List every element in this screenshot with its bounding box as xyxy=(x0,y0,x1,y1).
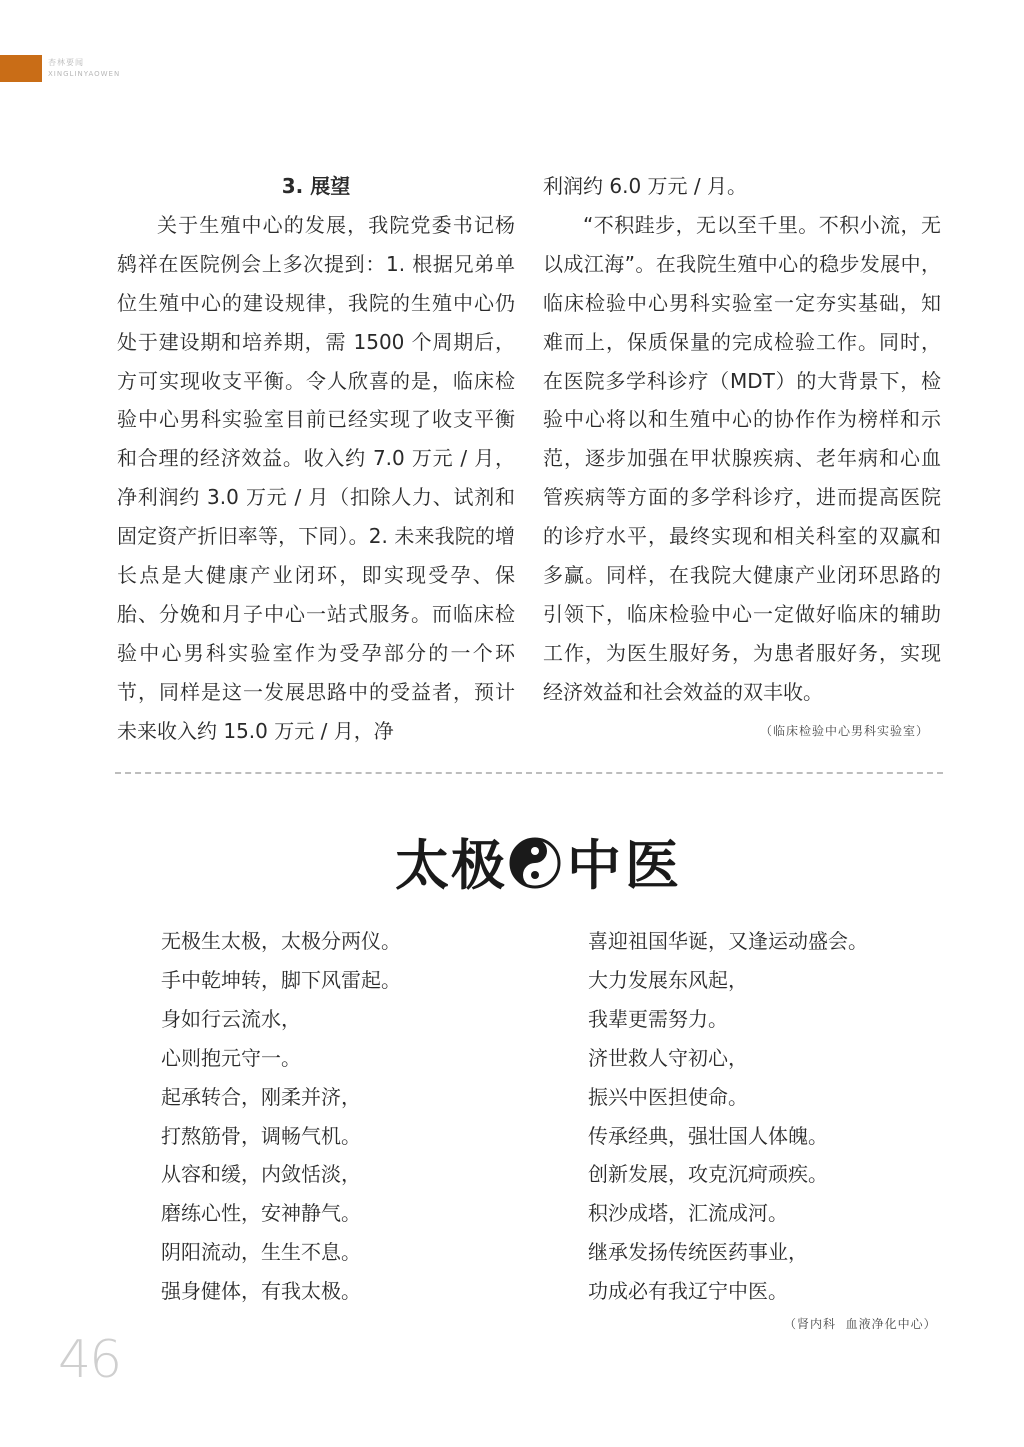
poem-line: 创新发展，攻克沉疴顽疾。 xyxy=(588,1162,828,1187)
poem-title-char-2: 极 xyxy=(451,833,505,897)
poem-title-char-1: 太 xyxy=(395,833,449,897)
page-number: 46 xyxy=(58,1330,121,1390)
poem-line: 积沙成塔，汇流成河。 xyxy=(588,1201,788,1226)
poem-line: 无极生太极，太极分两仪。 xyxy=(161,929,401,953)
poem-line: 功成必有我辽宁中医。 xyxy=(588,1279,788,1304)
section-divider xyxy=(115,772,943,774)
poem-line: 磨练心性，安神静气。 xyxy=(161,1201,361,1226)
section-name-en: XINGLINYAOWEN xyxy=(48,70,121,78)
poem-line: 打熬筋骨，调畅气机。 xyxy=(161,1123,361,1148)
poem-line: 继承发扬传统医药事业， xyxy=(588,1240,808,1265)
yin-yang-icon xyxy=(511,839,559,887)
poem-line: 喜迎祖国华诞，又逢运动盛会。 xyxy=(588,929,868,953)
article-credit: （临床检验中心男科实验室） xyxy=(760,724,930,738)
poem-line: 我辈更需努力。 xyxy=(588,1006,728,1031)
poem-left-column xyxy=(161,922,401,1311)
poem-right-column xyxy=(588,922,868,1311)
poem-line: 强身健体，有我太极。 xyxy=(161,1279,361,1304)
poem-line: 济世救人守初心， xyxy=(588,1045,748,1070)
poem-line: 振兴中医担使命。 xyxy=(588,1084,748,1109)
poem-title-graphic xyxy=(395,828,685,898)
section-tab xyxy=(0,55,42,82)
article-continuation: 利润约 6.0 万元 / 月。 xyxy=(543,174,747,198)
section-name-cn: 杏林要闻 xyxy=(48,58,84,67)
poem-line: 心则抱元守一。 xyxy=(161,1045,301,1070)
poem-credit: （肾内科 血液净化中心） xyxy=(784,1317,937,1331)
poem-title-char-3: 中 xyxy=(567,833,621,897)
poem-title-calligraphy xyxy=(395,828,685,898)
section-title: 3. 展望 xyxy=(281,174,351,198)
article-paragraph-left: 关于生殖中心的发展，我院党委书记杨鸫祥在医院例会上多次提到：1. 根据兄弟单位生殖中心的建设规律，我院的生殖中心仍处于建设期和培养期，需 1500 个周期后，方可实现收支平衡。令人欣喜的是，临床检验中心男科实验室目前已经实现了收支平衡和合理的经济效益。收入约 7.0 万元 / 月，净利润约 3.0 万元 / 月（扣除人力、试剂和固定资产折旧率等，下同）。2. 未来我院的增长点是大健康产业闭环，即实现受孕、保胎、分娩和月子中心一站式服务。而临床检验中心男科实验室作为受孕部分的一个环节，同样是这一发展思路中的受益者，预计未来收入约 15.0 万元 / 月，净 xyxy=(117,212,515,743)
article-left-column xyxy=(117,167,515,751)
poem-line: 大力发展东风起， xyxy=(588,967,748,992)
poem-line: 从容和缓，内敛恬淡， xyxy=(161,1162,361,1187)
article-paragraph-right: “不积跬步，无以至千里。不积小流，无以成江海”。在我院生殖中心的稳步发展中，临床检验中心男科实验室一定夯实基础，知难而上，保质保量的完成检验工作。同时，在医院多学科诊疗（MDT）的大背景下，检验中心将以和生殖中心的协作作为榜样和示范，逐步加强在甲状腺疾病、老年病和心血管疾病等方面的多学科诊疗，进而提高医院的诊疗水平，最终实现和相关科室的双赢和多赢。同样，在我院大健康产业闭环思路的引领下，临床检验中心一定做好临床的辅助工作，为医生服好务，为患者服好务，实现经济效益和社会效益的双丰收。 xyxy=(543,212,941,704)
article-right-column xyxy=(543,167,941,712)
poem-line: 身如行云流水， xyxy=(161,1006,301,1031)
poem-line: 传承经典，强壮国人体魄。 xyxy=(588,1123,828,1148)
poem-title-char-4: 医 xyxy=(625,833,679,897)
poem-line: 起承转合，刚柔并济， xyxy=(161,1084,361,1109)
poem-line: 手中乾坤转，脚下风雷起。 xyxy=(161,967,401,992)
poem-line: 阴阳流动，生生不息。 xyxy=(161,1240,361,1265)
